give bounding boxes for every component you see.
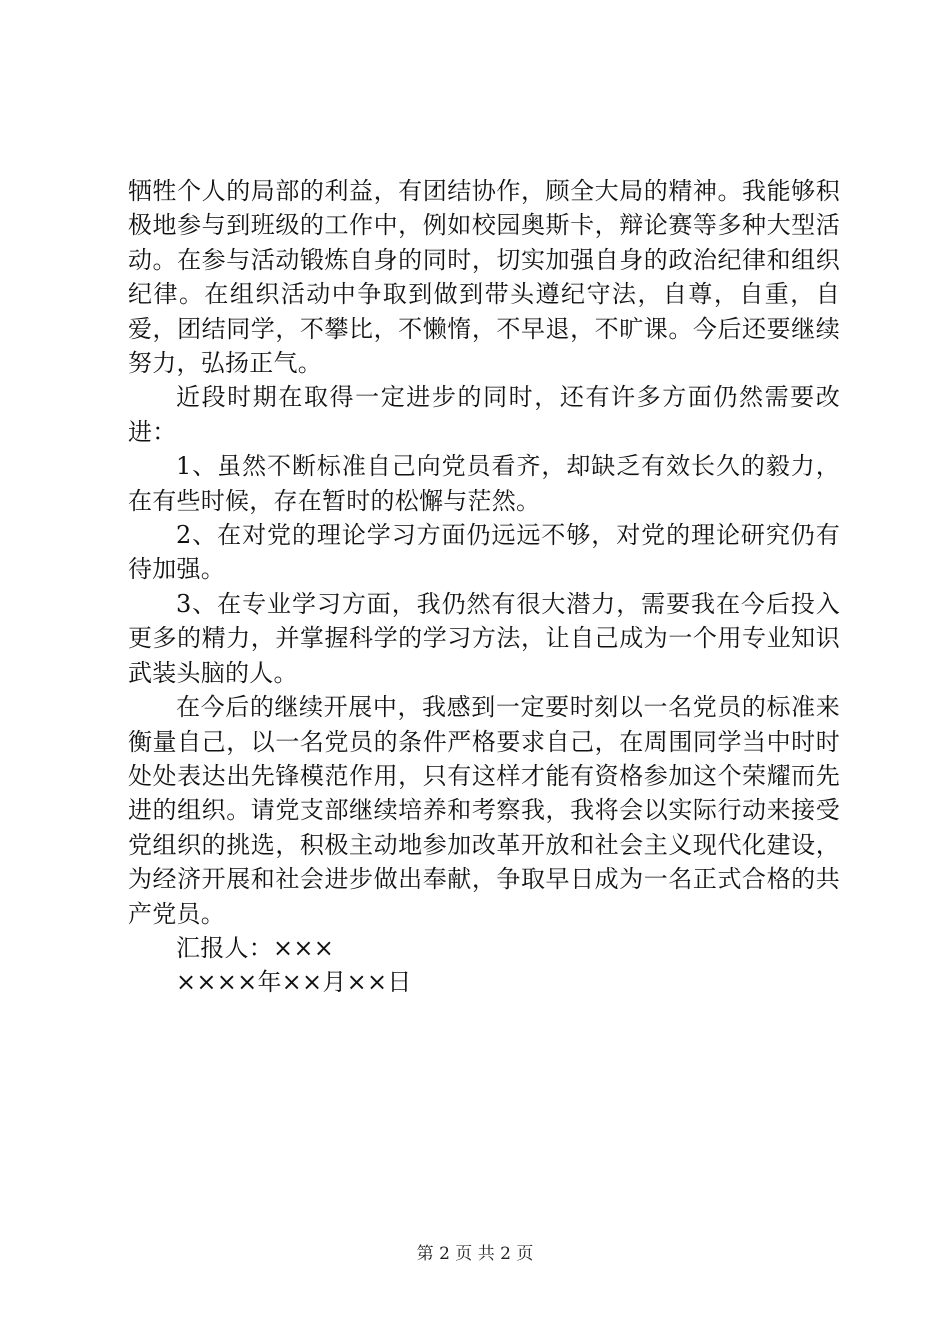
page-number-footer: 第 2 页 共 2 页 bbox=[416, 1244, 534, 1264]
paragraph-1: 牺牲个人的局部的利益，有团结协作，顾全大局的精神。我能够积极地参与到班级的工作中，例如校园奥斯卡，辩论赛等多种大型活动。在参与活动锻炼自身的同时，切实加强自身的政治纪律和组织纪律。在组织活动中争取到做到带头遵纪守法，自尊，自重，自爱，团结同学，不攀比，不懒惰，不早退，不旷课。今后还要继续努力，弘扬正气。 bbox=[128, 177, 840, 378]
paragraph-3: 1、虽然不断标准自己向党员看齐，却缺乏有效长久的毅力，在有些时候，存在暂时的松懈与茫然。 bbox=[128, 452, 840, 515]
paragraph-4: 2、在对党的理论学习方面仍远远不够，对党的理论研究仍有待加强。 bbox=[128, 521, 840, 584]
reporter-line: 汇报人：××× bbox=[176, 933, 335, 962]
paragraph-5: 3、在专业学习方面，我仍然有很大潜力，需要我在今后投入更多的精力，并掌握科学的学习方法，让自己成为一个用专业知识武装头脑的人。 bbox=[128, 589, 840, 687]
paragraph-2: 近段时期在取得一定进步的同时，还有许多方面仍然需要改进： bbox=[128, 383, 840, 446]
paragraph-6: 在今后的继续开展中，我感到一定要时刻以一名党员的标准来衡量自己，以一名党员的条件严格要求自己，在周围同学当中时时处处表达出先锋模范作用，只有这样才能有资格参加这个荣耀而先进的组织。请党支部继续培养和考察我，我将会以实际行动来接受党组织的挑选，积极主动地参加改革开放和社会主义现代化建设，为经济开展和社会进步做出奉献，争取早日成为一名正式合格的共产党员。 bbox=[128, 693, 840, 928]
date-line: ××××年××月××日 bbox=[176, 968, 412, 997]
document-body bbox=[128, 174, 840, 1000]
